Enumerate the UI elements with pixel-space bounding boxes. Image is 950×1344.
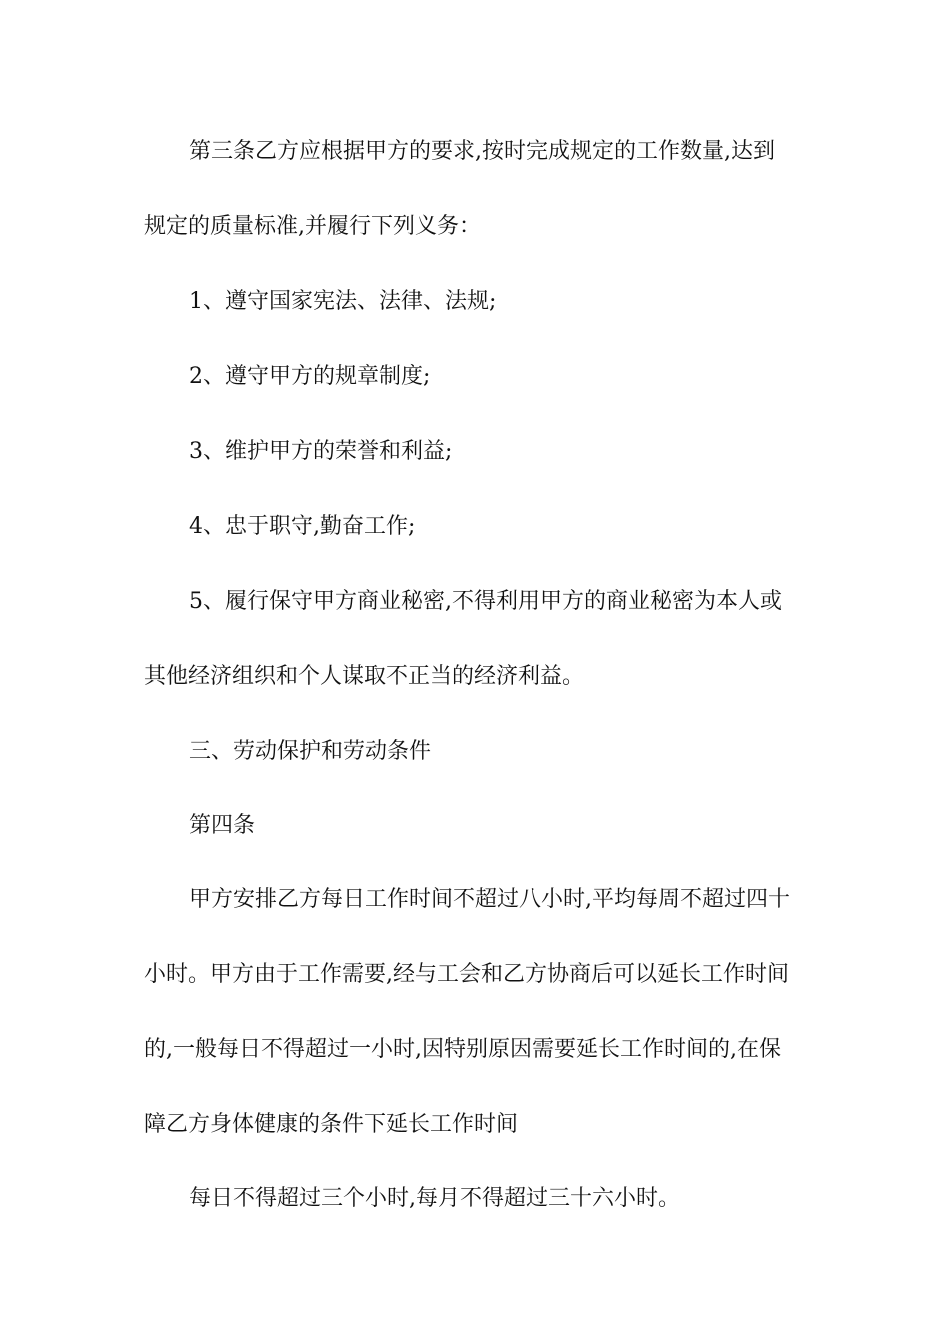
obligation-item-5-line-1: 5、履行保守甲方商业秘密,不得利用甲方的商业秘密为本人或	[189, 589, 782, 614]
article-4-paragraph-line-2: 小时。甲方由于工作需要,经与工会和乙方协商后可以延长工作时间	[144, 962, 789, 987]
article-4-overtime-limit: 每日不得超过三个小时,每月不得超过三十六小时。	[189, 1186, 680, 1211]
article-4-paragraph-line-3: 的,一般每日不得超过一小时,因特别原因需要延长工作时间的,在保	[144, 1037, 781, 1062]
obligation-item-3: 3、维护甲方的荣誉和利益;	[189, 439, 453, 464]
obligation-item-1: 1、遵守国家宪法、法律、法规;	[189, 289, 497, 314]
article-4-paragraph-line-4: 障乙方身体健康的条件下延长工作时间	[144, 1112, 519, 1137]
obligation-item-2: 2、遵守甲方的规章制度;	[189, 364, 431, 389]
article-4-paragraph-line-1: 甲方安排乙方每日工作时间不超过八小时,平均每周不超过四十	[189, 887, 790, 912]
article-4-heading: 第四条	[189, 813, 256, 838]
article-3-line-1: 第三条乙方应根据甲方的要求,按时完成规定的工作数量,达到	[189, 139, 775, 164]
obligation-item-4: 4、忠于职守,勤奋工作;	[189, 514, 416, 539]
obligation-item-5-line-2: 其他经济组织和个人谋取不正当的经济利益。	[144, 664, 585, 689]
article-3-line-2: 规定的质量标准,并履行下列义务：	[144, 214, 481, 239]
section-3-heading: 三、劳动保护和劳动条件	[189, 739, 432, 764]
